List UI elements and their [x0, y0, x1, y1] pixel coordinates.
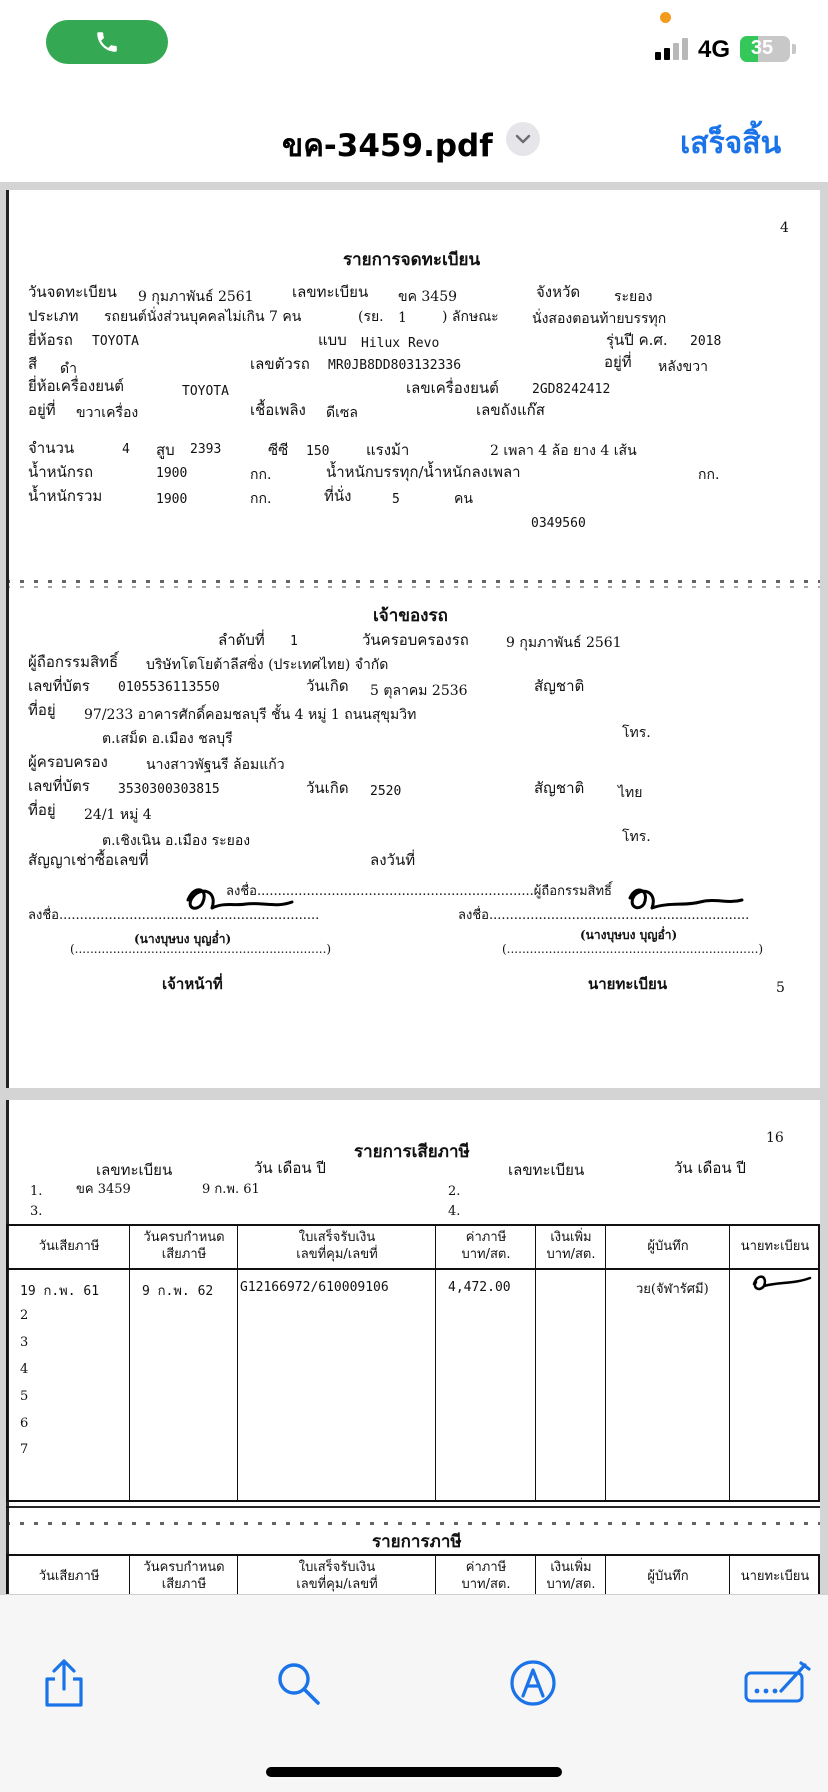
field-value: 97/233 อาคารศักดิ์คอมชลบุรี ชั้น 4 หมู่ 1 ถนนสุขุมวิท: [84, 707, 417, 723]
field-label: ยี่ห้อรถ: [28, 331, 73, 349]
column-header: ใบเสร็จรับเงิน: [298, 1230, 376, 1245]
active-call-pill[interactable]: [46, 20, 168, 64]
field-value: 5 ตุลาคม 2536: [370, 683, 468, 699]
phone-icon: [94, 29, 120, 55]
field-value: นั่งสองตอนท้ายบรรทุก: [532, 311, 667, 327]
field-label: เลขทะเบียน: [292, 283, 369, 301]
field-value: 1: [398, 310, 407, 326]
field-label: ที่อยู่: [28, 701, 56, 719]
field-label: แรงม้า: [366, 441, 410, 459]
column-header: บาท/สต.: [546, 1247, 596, 1262]
field-label: แบบ: [318, 331, 347, 349]
field-label: รุ่นปี ค.ศ.: [606, 331, 668, 349]
registrar-name-line: (..................................................................): [502, 942, 764, 956]
tax-heading-secondary: รายการภาษี: [372, 1532, 462, 1552]
field-value: TOYOTA: [92, 334, 139, 349]
privacy-indicator-dot: [660, 12, 671, 23]
column-header: บาท/สต.: [461, 1247, 511, 1262]
field-label: ยี่ห้อเครื่องยนต์: [28, 377, 125, 395]
table-cell-receipt: G12166972/610009106: [240, 1280, 389, 1295]
field-label: วันเกิด: [306, 677, 349, 695]
column-header: ผู้บันทึก: [647, 1569, 689, 1584]
field-label: น้ำหนักบรรทุก/น้ำหนักลงเพลา: [326, 463, 521, 481]
field-label: ประเภท: [28, 307, 79, 325]
field-label: สัญชาติ: [534, 677, 585, 695]
column-header: เสียภาษี: [161, 1247, 207, 1262]
field-label: จังหวัด: [536, 283, 581, 301]
table-header-divider: [8, 1268, 818, 1270]
page-number: 4: [780, 220, 789, 236]
serial-number: 0349560: [531, 516, 586, 531]
column-header: เลขที่คุม/เลขที่: [296, 1247, 378, 1262]
registrar-role: นายทะเบียน: [588, 975, 668, 993]
field-value: MR0JB8DD803132336: [328, 358, 462, 373]
network-type: 4G: [698, 36, 731, 63]
field-value: ไทย: [618, 785, 643, 801]
navigation-bar: [0, 80, 828, 182]
field-label: เลขตัวรถ: [250, 355, 310, 373]
signature-line-registrar: ลงชื่อ...............................................................: [458, 908, 750, 923]
cellular-signal-icon: [655, 38, 688, 60]
row-number: 3: [20, 1335, 29, 1350]
section-heading: รายการจดทะเบียน: [343, 250, 481, 270]
field-value: TOYOTA: [182, 384, 229, 399]
officer-name-line: (..................................................................): [70, 942, 332, 956]
field-value: 2GD8242412: [532, 382, 611, 397]
column-header: วันเสียภาษี: [38, 1239, 100, 1254]
scan-edge: [6, 190, 9, 1088]
field-label: น้ำหนักรถ: [28, 463, 94, 481]
registrar-name: (นางบุษบง บุญอ่ำ): [580, 928, 678, 942]
field-label: วันจดทะเบียน: [28, 283, 117, 301]
column-header: วันครบกำหนด: [143, 1560, 225, 1575]
field-label: ผู้ครอบครอง: [28, 753, 108, 771]
field-value: 1900: [156, 466, 188, 481]
field-label: สี: [28, 355, 38, 373]
markup-button[interactable]: [503, 1653, 563, 1713]
page-number: 5: [776, 980, 785, 996]
signature-line-holder: ลงชื่อ...................................................................ผู้ถือกรรมสิทธิ์: [226, 884, 612, 899]
row-number: 4: [20, 1362, 29, 1377]
field-value: ขวาเครื่อง: [76, 405, 139, 421]
officer-name: (นางบุษบง บุญอ่ำ): [134, 932, 232, 946]
search-button[interactable]: [268, 1653, 328, 1713]
field-label: ที่นั่ง: [324, 487, 352, 505]
field-label: โทร.: [622, 725, 651, 741]
column-label: เลขทะเบียน: [96, 1161, 173, 1179]
pdf-page-tax: [6, 1100, 820, 1594]
column-label: เลขทะเบียน: [508, 1161, 585, 1179]
field-value: บริษัทโตโยต้าลีสซิ่ง (ประเทศไทย) จำกัด: [146, 657, 389, 673]
owner-heading: เจ้าของรถ: [373, 606, 448, 626]
field-label: สัญชาติ: [534, 779, 585, 797]
row-number: 1.: [30, 1184, 43, 1199]
column-header: วันครบกำหนด: [143, 1230, 225, 1245]
battery-icon: [740, 36, 790, 62]
field-value: หลังขวา: [658, 359, 708, 375]
field-value: ดีเซล: [326, 405, 358, 421]
form-fill-icon: [743, 1659, 811, 1707]
signature-scribble-icon: [744, 1270, 814, 1296]
tax-table-secondary: [6, 1554, 820, 1594]
field-value: 0105536113550: [118, 680, 220, 695]
field-value: ดำ: [60, 361, 77, 377]
column-header: ค่าภาษี: [465, 1560, 507, 1575]
field-label: วันเกิด: [306, 779, 349, 797]
column-header: ผู้บันทึก: [647, 1239, 689, 1254]
column-header: บาท/สต.: [546, 1577, 596, 1592]
field-unit: คน: [454, 491, 473, 507]
done-button[interactable]: เสร็จสิ้น: [680, 120, 781, 167]
battery-percent: 35: [750, 37, 774, 59]
tax-table: [6, 1224, 820, 1502]
column-header: นายทะเบียน: [740, 1239, 810, 1254]
table-cell-paid: 19 ก.พ. 61: [20, 1284, 100, 1299]
status-bar: [0, 0, 828, 80]
signature-scribble-icon: [176, 880, 296, 924]
field-unit: กก.: [250, 491, 272, 507]
field-value: 150: [306, 444, 330, 459]
field-label: โทร.: [622, 829, 651, 845]
column-header: บาท/สต.: [461, 1577, 511, 1592]
column-header: เสียภาษี: [161, 1577, 207, 1592]
column-label: วัน เดือน ปี: [254, 1159, 326, 1177]
field-label: ผู้ถือกรรมสิทธิ์: [28, 653, 119, 671]
table-bottom-line: [6, 1506, 820, 1508]
scan-noise: [6, 580, 820, 583]
field-label: ) ลักษณะ: [442, 309, 499, 325]
field-value: 2393: [190, 442, 222, 457]
field-value: Hilux Revo: [361, 336, 440, 351]
search-icon: [274, 1659, 322, 1707]
field-value: 3530300303815: [118, 782, 220, 797]
field-label: ลงวันที่: [370, 851, 416, 869]
column-header: เลขที่คุม/เลขที่: [296, 1577, 378, 1592]
field-label: จำนวน: [28, 439, 75, 457]
battery-nub: [792, 44, 796, 54]
signature-scribble-icon: [616, 880, 746, 924]
field-label: ซีซี: [268, 441, 289, 459]
row-number: 6: [20, 1416, 29, 1431]
field-label: (รย.: [358, 309, 384, 325]
field-value: ต.เชิงเนิน อ.เมือง ระยอง: [102, 833, 251, 849]
field-label: เลขที่บัตร: [28, 677, 90, 695]
field-label: เลขที่บัตร: [28, 777, 90, 795]
share-icon: [41, 1657, 87, 1709]
field-label: เลขเครื่องยนต์: [406, 379, 499, 397]
scan-noise: [6, 586, 820, 588]
column-header: เงินเพิ่ม: [550, 1560, 592, 1575]
field-value: 24/1 หมู่ 4: [84, 807, 152, 823]
row-plate: ขค 3459: [76, 1182, 131, 1197]
table-cell-tax: 4,472.00: [448, 1280, 511, 1295]
tax-heading: รายการเสียภาษี: [354, 1142, 470, 1162]
officer-role: เจ้าหน้าที่: [162, 975, 223, 993]
chevron-down-icon: [515, 134, 531, 144]
field-value: นางสาวพัฐนรี ล้อมแก้ว: [146, 757, 285, 773]
home-indicator: [266, 1767, 562, 1777]
field-value: 2520: [370, 784, 402, 799]
signature-line-officer: ลงชื่อ...............................................................: [28, 908, 320, 923]
field-value: 2018: [690, 334, 722, 349]
field-value: ขค 3459: [398, 289, 458, 305]
document-title[interactable]: ขค-3459.pdf: [282, 128, 493, 164]
field-value: 2 เพลา 4 ล้อ ยาง 4 เส้น: [490, 443, 637, 459]
title-menu-button[interactable]: [506, 122, 540, 156]
field-label: สูบ: [156, 441, 175, 459]
field-value: 5: [392, 492, 400, 507]
table-cell-recorder: วย(จัฬารัศมี): [636, 1282, 709, 1297]
column-header: ใบเสร็จรับเงิน: [298, 1560, 376, 1575]
field-value: 4: [122, 442, 130, 457]
markup-icon: [508, 1658, 558, 1708]
pdf-page-registration: [6, 190, 820, 1088]
field-value: 1900: [156, 492, 188, 507]
column-header: วันเสียภาษี: [38, 1569, 100, 1584]
row-date: 9 ก.พ. 61: [202, 1182, 260, 1197]
field-value: 9 กุมภาพันธ์ 2561: [506, 635, 622, 651]
field-value: ระยอง: [614, 289, 653, 305]
column-header: ค่าภาษี: [465, 1230, 507, 1245]
field-unit: กก.: [250, 467, 272, 483]
row-number: 4.: [448, 1204, 461, 1219]
field-label: อยู่ที่: [28, 401, 56, 419]
field-label: วันครอบครองรถ: [362, 631, 469, 649]
column-header: นายทะเบียน: [740, 1569, 810, 1584]
field-label: ลำดับที่: [218, 631, 265, 649]
row-number: 7: [20, 1442, 29, 1457]
field-label: อยู่ที่: [604, 353, 632, 371]
page-number: 16: [766, 1130, 784, 1146]
field-label: สัญญาเช่าซื้อเลขที่: [28, 851, 149, 869]
field-label: ที่อยู่: [28, 801, 56, 819]
pdf-viewer[interactable]: [0, 182, 828, 1594]
scan-noise: [6, 1522, 820, 1525]
field-label: น้ำหนักรวม: [28, 487, 103, 505]
share-button[interactable]: [34, 1653, 94, 1713]
row-number: 2: [20, 1308, 29, 1323]
column-label: วัน เดือน ปี: [674, 1159, 746, 1177]
field-label: เลขถังแก๊ส: [476, 401, 545, 419]
field-unit: กก.: [698, 467, 720, 483]
field-label: เชื้อเพลิง: [250, 401, 306, 419]
form-fill-button[interactable]: [740, 1653, 814, 1713]
bottom-toolbar: [0, 1594, 828, 1792]
row-number: 3.: [30, 1204, 43, 1219]
row-number: 2.: [448, 1184, 461, 1199]
row-number: 5: [20, 1389, 29, 1404]
table-cell-due: 9 ก.พ. 62: [142, 1284, 214, 1299]
field-value: รถยนต์นั่งส่วนบุคคลไม่เกิน 7 คน: [104, 309, 302, 325]
column-header: เงินเพิ่ม: [550, 1230, 592, 1245]
field-value: 9 กุมภาพันธ์ 2561: [138, 289, 254, 305]
field-value: 1: [290, 634, 298, 649]
field-value: ต.เสม็ด อ.เมือง ชลบุรี: [102, 731, 233, 747]
